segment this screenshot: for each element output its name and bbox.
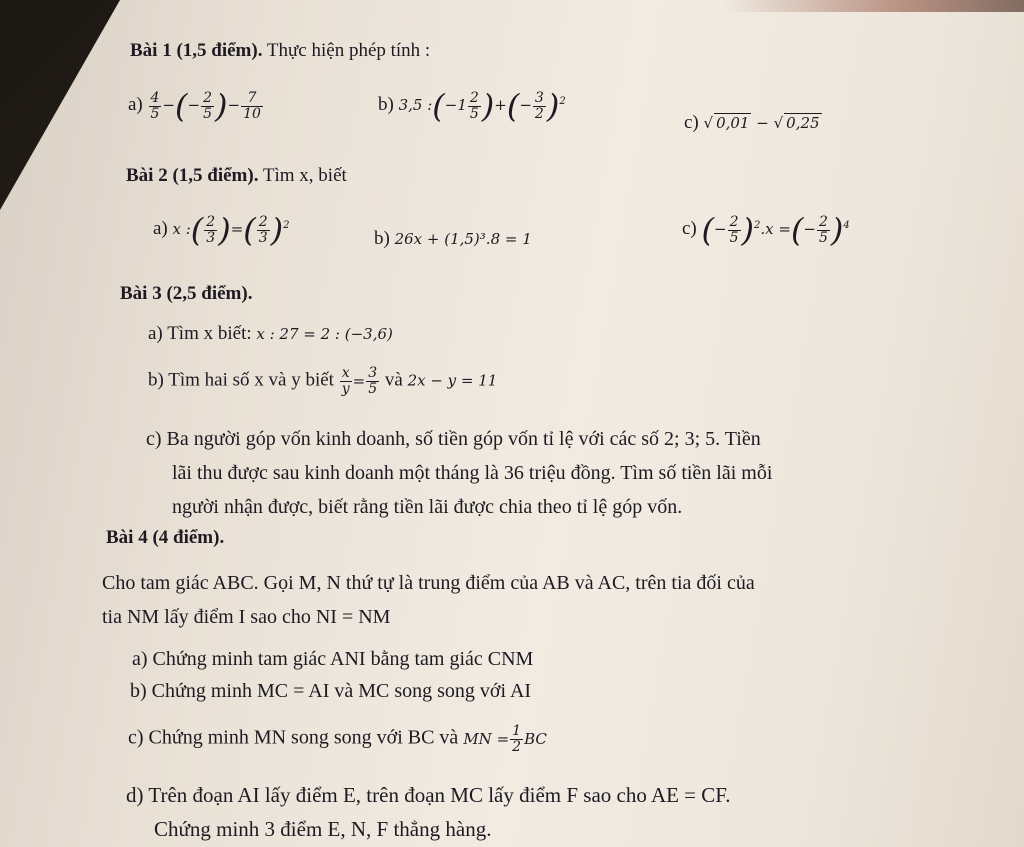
bai1-b — [378, 87, 566, 125]
bai4-intro-line1: Cho tam giác ABC. Gọi M, N thứ tự là trung điểm của AB và AC, trên tia đối của — [102, 572, 755, 594]
bai4-intro-line2: tia NM lấy điểm I sao cho NI = NM — [102, 606, 391, 628]
bai2-c-label: c) — [682, 218, 697, 239]
bai3-c-line1 — [146, 422, 772, 456]
bai1-instruction: Thực hiện phép tính : — [266, 40, 431, 61]
bai4-a: a) Chứng minh tam giác ANI bằng tam giác CNM — [132, 648, 534, 670]
bai4-d-line2: Chứng minh 3 điểm E, N, F thẳng hàng. — [154, 817, 492, 841]
bai1-a-label: a) — [128, 94, 143, 115]
bai4-c-text: c) Chứng minh MN song song với BC và — [128, 726, 459, 749]
bai3-c-text1: Ba người góp vốn kinh doanh, số tiền góp vốn tỉ lệ với các số 2; 3; 5. Tiền — [166, 428, 761, 450]
bai1-c-label: c) — [684, 112, 699, 133]
bai2-a — [153, 211, 290, 249]
bai3-b — [148, 366, 497, 397]
bai3-c-line2: lãi thu được sau kinh doanh một tháng là 36 triệu đồng. Tìm số tiền lãi mỗi — [172, 462, 773, 484]
bai2-heading — [126, 165, 347, 187]
bai4-d — [126, 778, 731, 846]
bai3-a — [148, 323, 393, 345]
bai2-instruction: Tìm x, biết — [262, 165, 347, 186]
bai3-a-expr: x : 27 = 2 : (−3,6) — [256, 325, 393, 343]
bai1-heading — [130, 40, 430, 62]
bai1-c — [684, 112, 822, 134]
bai3-c — [146, 422, 772, 524]
bai3-title: Bài 3 (2,5 điểm). — [120, 283, 253, 304]
bai3-b-ratio: $\frac{x}{y}$ = $\frac{3}{5}$ — [341, 365, 378, 397]
bai2-b-label: b) — [374, 228, 390, 249]
bai3-c-line3: người nhận được, biết rằng tiền lãi được chia theo tỉ lệ góp vốn. — [172, 496, 683, 518]
bai2-b — [374, 228, 532, 250]
bai2-c — [682, 211, 850, 249]
bai2-a-expr: x :( $\frac{2}{3}$ )=( $\frac{2}{3}$ )$^2$ — [172, 211, 290, 249]
bai3-c-label: c) — [146, 428, 162, 450]
bai1-a — [128, 87, 264, 125]
bai1-b-label: b) — [378, 94, 394, 115]
bai4-intro — [102, 566, 755, 634]
bai4-b: b) Chứng minh MC = AI và MC song song với AI — [130, 680, 532, 702]
bai4-d-line1: d) Trên đoạn AI lấy điểm E, trên đoạn MC lấy điểm F sao cho AE = CF. — [126, 783, 731, 807]
bai3-a-label: a) — [148, 323, 163, 344]
bai2-title: Bài 2 (1,5 điểm). — [126, 165, 259, 186]
bai1-b-expr: 3,5 :(−1 $\frac{2}{5}$ )+(− $\frac{3}{2}$ )$^2$ — [398, 87, 566, 125]
paper-edge-shadow — [724, 0, 1024, 12]
bai3-b-expr: 2x − y = 11 — [407, 371, 498, 390]
bai2-a-label: a) — [153, 218, 168, 239]
bai1-c-expr: √ 0,01 − √ 0,25 — [703, 114, 820, 132]
bai3-b-label: b) — [148, 369, 164, 391]
bai1-title: Bài 1 (1,5 điểm). — [130, 40, 263, 61]
bai3-b-text: Tìm hai số x và y biết — [168, 369, 334, 391]
bai4-title: Bài 4 (4 điểm). — [106, 527, 225, 548]
bai4-c — [128, 724, 547, 755]
bai1-a-expr: $\frac{4}{5}$ −(− $\frac{2}{5}$ )− $\frac{7}{10}$ — [150, 87, 261, 125]
bai4-c-expr: MN = $\frac{1}{2}$ BC — [463, 723, 547, 755]
bai2-b-expr: 26x + (1,5)³.8 = 1 — [394, 230, 532, 248]
bai2-c-expr: (− $\frac{2}{5}$ )$^2$.x =(− $\frac{2}{5}$ )$^4$ — [701, 211, 850, 249]
bai3-b-and: và — [384, 369, 403, 391]
bai3-a-text: Tìm x biết: — [167, 323, 252, 344]
